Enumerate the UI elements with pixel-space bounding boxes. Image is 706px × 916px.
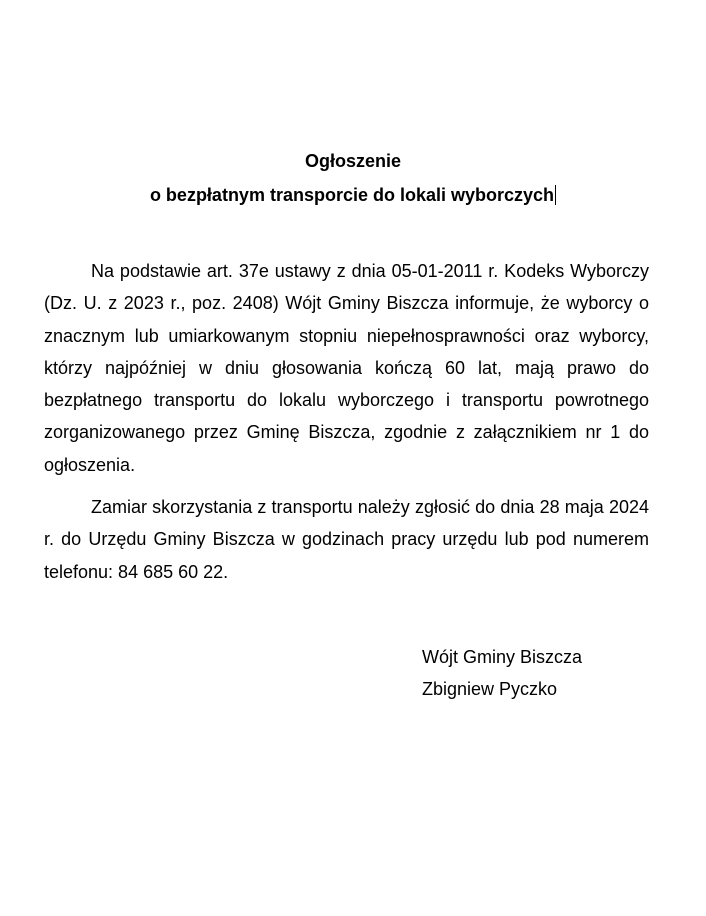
document-title — [0, 150, 706, 172]
subtitle-text: o bezpłatnym transporcie do lokali wyborczych — [149, 185, 555, 205]
paragraph-2: Zamiar skorzystania z transportu należy zgłosić do dnia 28 maja 2024 r. do Urzędu Gminy Biszcza w godzinach pracy urzędu lub pod numerem telefonu: 84 685 60 22. — [44, 497, 649, 582]
signature-block — [422, 641, 582, 705]
document-subtitle — [0, 184, 706, 206]
paragraph-1: Na podstawie art. 37e ustawy z dnia 05-01-2011 r. Kodeks Wyborczy (Dz. U. z 2023 r., poz. 2408) Wójt Gminy Biszcza informuje, że wyborcy o znacznym lub umiarkowanym stopniu niepełnosprawności oraz wyborcy, którzy najpóźniej w dniu głosowania kończą 60 lat, mają prawo do bezpłatnego transportu do lokalu wyborczego i transportu powrotnego zorganizowanego przez Gminę Biszcza, zgodnie z załącznikiem nr 1 do ogłoszenia. — [44, 261, 649, 475]
title-text: Ogłoszenie — [304, 151, 402, 171]
signature-name: Zbigniew Pyczko — [422, 679, 558, 699]
signature-position: Wójt Gminy Biszcza — [422, 647, 583, 667]
text-cursor — [555, 185, 556, 205]
